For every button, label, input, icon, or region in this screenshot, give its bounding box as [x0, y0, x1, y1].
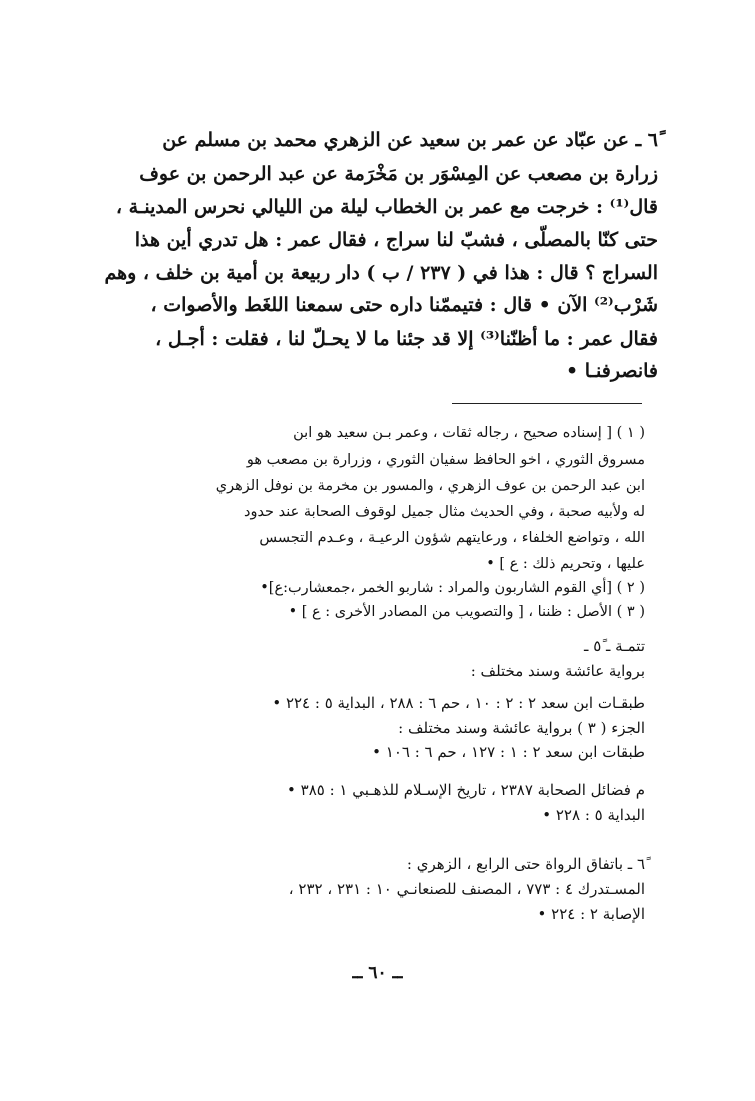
supplement-line: ٦ً ـ باتفاق الرواة حتى الرابع ، الزهري :	[406, 855, 645, 873]
supplement-line: البداية ٥ : ٢٢٨ •	[542, 806, 645, 824]
footnote-line: ( ٣ ) الأصل : ظننا ، [ والتصويب من المصادر الأخرى : ع ] •	[288, 604, 645, 620]
main-text-line: شَرْب⁽²⁾ الآن • قال : فتيممّنا داره حتى سمعنا اللغَط والأصوات ،	[150, 294, 658, 316]
main-text-line: زرارة بن مصعب عن المِسْوَر بن مَخْرَمة عن عبد الرحمن بن عوف	[139, 163, 658, 185]
main-text-line: حتى كنّا بالمصلّى ، فشبّ لنا سراج ، فقال عمر : هل تدري أين هذا	[134, 229, 658, 251]
footnote-separator	[452, 403, 642, 404]
main-text-line: فانصرفنـا •	[565, 360, 658, 382]
footnote-line: ( ١ ) [ إسناده صحيح ، رجاله ثقات ، وعمر بـن سعيد هو ابن	[293, 425, 645, 441]
supplement-line: المسـتدرك ٤ : ٧٧٣ ، المصنف للصنعانـي ١٠ : ٢٣١ ، ٢٣٢ ،	[288, 880, 645, 898]
supplement-line: طبقـات ابن سعد ٢ : ٢ : ١٠ ، حم ٦ : ٢٨٨ ، البداية ٥ : ٢٢٤ •	[272, 694, 645, 712]
supplement-line: الإصابة ٢ : ٢٢٤ •	[537, 905, 645, 923]
supplement-line: طبقات ابن سعد ٢ : ١ : ١٢٧ ، حم ٦ : ١٠٦ •	[372, 743, 645, 761]
supplement-line: الجزء ( ٣ ) برواية عائشة وسند مختلف :	[398, 719, 645, 737]
main-text-line: ٦ً ـ عن عبّاد عن عمر بن سعيد عن الزهري محمد بن مسلم عن	[162, 129, 658, 151]
supplement-heading: تتمـة ـ ٥ً ـ	[584, 637, 645, 655]
page-number: ــ ٦٠ ــ	[352, 963, 403, 983]
main-text-line: قال⁽¹⁾ : خرجت مع عمر بن الخطاب ليلة من الليالي نحرس المدينـة ،	[115, 196, 658, 218]
supplement-line: برواية عائشة وسند مختلف :	[470, 662, 645, 680]
main-text-line: فقال عمر : ما أظنّنا⁽³⁾ إلا قد جئنا ما لا يحـلّ لنا ، فقلت : أجـل ،	[155, 328, 658, 350]
supplement-line: م فضائل الصحابة ٢٣٨٧ ، تاريخ الإسـلام للذهـبي ١ : ٣٨٥ •	[287, 781, 645, 799]
footnote-line: له ولأبيه صحبة ، وفي الحديث مثال جميل لوقوف الصحابة عند حدود	[243, 504, 645, 520]
main-text-line: السراج ؟ قال : هذا في ( ٢٣٧ / ب ) دار ربيعة بن أمية بن خلف ، وهم	[104, 262, 658, 284]
footnote-line: ( ٢ ) [أي القوم الشاربون والمراد : شاربو الخمر ،جمعشارب:ع]•	[260, 580, 645, 596]
footnote-line: عليها ، وتحريم ذلك : ع ] •	[486, 556, 645, 572]
footnote-line: مسروق الثوري ، اخو الحافظ سفيان الثوري ، وزرارة بن مصعب هو	[246, 452, 645, 468]
footnote-line: ابن عبد الرحمن بن عوف الزهري ، والمسور بن مخرمة بن نوفل الزهري	[215, 478, 645, 494]
footnote-line: الله ، وتواضع الخلفاء ، ورعايتهم شؤون الرعيـة ، وعـدم التجسس	[259, 530, 645, 546]
